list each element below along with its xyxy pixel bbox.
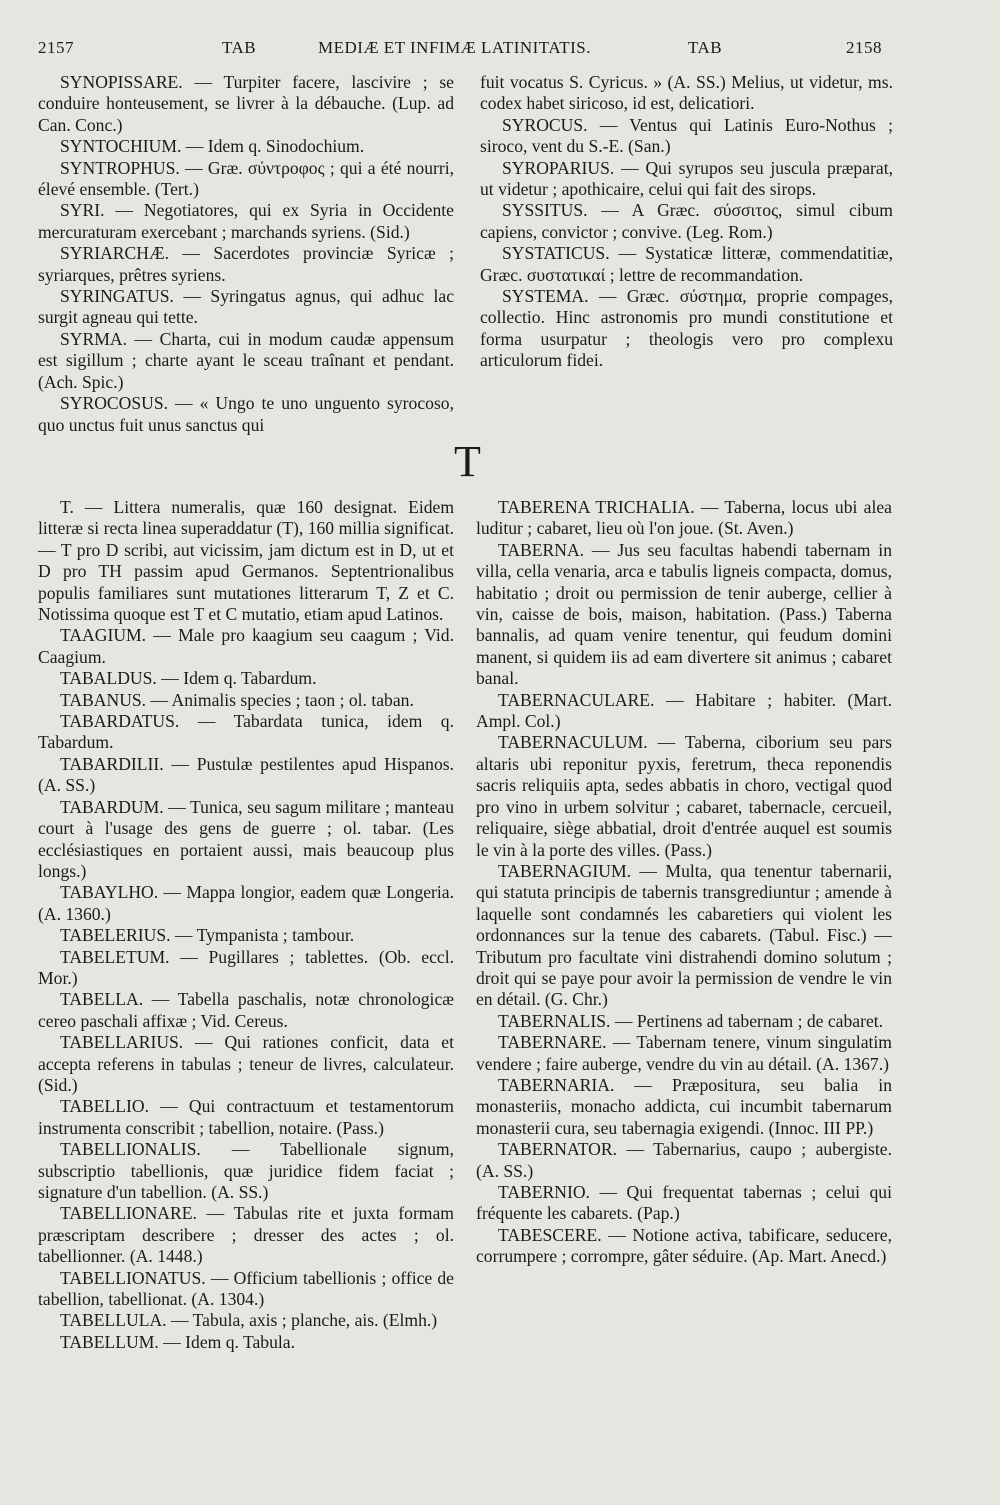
running-head-right: TAB — [688, 38, 723, 57]
entry: SYSTEMA. — Græc. σύστημα, proprie compages, collectio. Hinc astronomis pro mundi constitutione et forma usurpatur ; theologis vero pro complexu articulorum fidei. — [480, 286, 893, 371]
entry: fuit vocatus S. Cyricus. » (A. SS.) Melius, ut videtur, ms. codex habet siricoso, id est, delicatiori. — [480, 72, 893, 114]
entry: SYRIARCHÆ. — Sacerdotes provinciæ Syricæ ; syriarques, prêtres syriens. — [38, 243, 454, 285]
entry: TABELLA. — Tabella paschalis, notæ chronologicæ cereo paschali affixæ ; Vid. Cereus. — [38, 989, 454, 1031]
entry: SYSSITUS. — A Græc. σύσσιτος, simul cibum capiens, convictor ; convive. (Leg. Rom.) — [480, 200, 893, 242]
entry: TABALDUS. — Idem q. Tabardum. — [60, 668, 317, 689]
entry: TABARDILII. — Pustulæ pestilentes apud Hispanos. (A. SS.) — [38, 753, 454, 796]
page-number-right: 2158 — [846, 38, 882, 57]
entry: TAAGIUM. — Male pro kaagium seu caagum ; Vid. Caagium. — [38, 625, 454, 667]
column-bottom-left — [38, 497, 454, 1353]
entry: TABERNATOR. — Tabernarius, caupo ; aubergiste. (A. SS.) — [476, 1139, 892, 1181]
entry: TABELERIUS. — Tympanista ; tambour. — [60, 925, 355, 946]
entry: TABERNARE. — Tabernam tenere, vinum singulatim vendere ; faire auberge, vendre du vin au détail. (A. 1367.) — [476, 1032, 892, 1074]
entry: TABARDUM. — Tunica, seu sagum militare ; manteau court à l'usage des gens de guerre ; ol. tabar. (Les ecclésiastiques en portaient aussi, mais beaucoup plus longs.) — [38, 796, 454, 881]
entry: TABANUS. — Animalis species ; taon ; ol. taban. — [60, 689, 414, 710]
entry: TABELLARIUS. — Qui rationes conficit, data et accepta referens in tabulas ; teneur de livres, calculateur. (Sid.) — [38, 1032, 454, 1095]
entry: SYRINGATUS. — Syringatus agnus, qui adhuc lac surgit agneau qui tette. — [38, 286, 454, 328]
entry: TABERNACULARE. — Habitare ; habiter. (Mart. Ampl. Col.) — [476, 689, 892, 732]
column-bottom-right — [476, 497, 892, 1268]
entry: TABERNA. — Jus seu facultas habendi tabernam in villa, cella venaria, arca e tabulis ligneis compacta, domus, habitatio ; droit ou permission de tenir auberge, cellier à vin, caisse de bois, maison, habitation. (Pass.) Taberna bannalis, ad quam venire tenentur, qui feudum domini manent, si quidem iis ad eam divertere sit animus ; cabaret banal. — [476, 539, 892, 689]
entry: SYRMA. — Charta, cui in modum caudæ appensum est sigillum ; charte ayant le sceau traînant et pendant. (Ach. Spic.) — [38, 328, 454, 392]
column-top-left — [38, 72, 454, 436]
entry: TABELLIONALIS. — Tabellionale signum, subscriptio tabellionis, quæ juridice fidem faciat ; signature d'un tabellion. (A. SS.) — [38, 1139, 454, 1202]
entry: TABERNARIA. — Præpositura, seu balia in monasteriis, monacho addicta, cui incumbit tabernarum monasterii cura, seu tabernagia exigendi. (Innoc. III PP.) — [476, 1074, 892, 1138]
entry: TABARDATUS. — Tabardata tunica, idem q. Tabardum. — [38, 711, 454, 753]
entry: TABELLIO. — Qui contractuum et testamentorum instrumenta conscribit ; tabellion, notaire. (Pass.) — [38, 1096, 454, 1138]
entry: TABELLIONATUS. — Officium tabellionis ; office de tabellion, tabellionat. (A. 1304.) — [38, 1267, 454, 1310]
entry: TABERNIO. — Qui frequentat tabernas ; celui qui fréquente les cabarets. (Pap.) — [476, 1182, 892, 1224]
page-header — [0, 38, 1000, 64]
entry: TABESCERE. — Notione activa, tabificare, seducere, corrumpere ; corrompre, gâter séduire. (Ap. Mart. Anecd.) — [476, 1224, 892, 1267]
entry: SYNOPISSARE. — Turpiter facere, lascivire ; se conduire honteusement, se livrer à la débauche. (Lup. ad Can. Conc.) — [38, 72, 454, 135]
entry: TABERNAGIUM. — Multa, qua tenentur tabernarii, qui statuta principis de tabernis transgrediuntur ; amende à laquelle sont condamnés les cabaretiers qui violent les ordonnances sur la tenue des cabarets. (Tabul. Fisc.) — Tributum pro facultate vini distrahendi domino solutum ; droit qui se paye pour avoir la permission de vendre le vin en détail. (G. Chr.) — [476, 860, 892, 1010]
entry: SYROPARIUS. — Qui syrupos seu juscula præparat, ut videtur ; apothicaire, celui qui fait des sirops. — [480, 157, 893, 200]
entry: SYNTOCHIUM. — Idem q. Sinodochium. — [60, 136, 365, 157]
running-title: MEDIÆ ET INFIMÆ LATINITATIS. — [318, 38, 591, 57]
entry: SYNTROPHUS. — Græ. σύντροφος ; qui a été nourri, élevé ensemble. (Tert.) — [38, 157, 454, 200]
running-head-left: TAB — [222, 38, 257, 57]
entry: TABAYLHO. — Mappa longior, eadem quæ Longeria. (A. 1360.) — [38, 882, 454, 924]
section-letter: T — [454, 437, 481, 486]
entry: TABELLIONARE. — Tabulas rite et juxta formam præscriptam describere ; dresser des actes ; ol. tabellionner. (A. 1448.) — [38, 1203, 454, 1267]
column-top-right — [480, 72, 893, 372]
entry: SYRI. — Negotiatores, qui ex Syria in Occidente mercuraturam exercebant ; marchands syriens. (Sid.) — [38, 200, 454, 242]
entry: TABERNALIS. — Pertinens ad tabernam ; de cabaret. — [498, 1010, 884, 1031]
entry: SYROCUS. — Ventus qui Latinis Euro-Nothus ; siroco, vent du S.-E. (San.) — [480, 114, 893, 157]
entry: TABERNACULUM. — Taberna, ciborium seu pars altaris ubi reponitur pyxis, feretrum, theca reponendis sacris reliquiis apta, sedes abbatis in choro, vectigal quod pro vino in urbem solvitur ; cabaret, tabernacle, cercueil, reliquaire, siège abbatial, droit d'entrée auquel est soumis le vin à la porte des villes. (Pass.) — [476, 732, 892, 860]
page-number-left: 2157 — [38, 38, 74, 57]
entry: TABELETUM. — Pugillares ; tablettes. (Ob. eccl. Mor.) — [38, 946, 454, 988]
entry: T. — Littera numeralis, quæ 160 designat. Eidem litteræ si recta linea superaddatur (T), 160 millia significat. — T pro D scribi, aut vicissim, jam dictum est in D, ut et D pro TH passim apud Germanos. Septentrionalibus populis familiares sunt mutationes litterarum T, Z et C. Notissima quoque est T et C mutatio, etiam apud Latinos. — [38, 497, 454, 625]
entry: TABERENA TRICHALIA. — Taberna, locus ubi alea luditur ; cabaret, lieu où l'on joue. (St. Aven.) — [476, 497, 892, 539]
entry: SYSTATICUS. — Systaticæ litteræ, commendatitiæ, Græc. συστατικαί ; lettre de recommandation. — [480, 243, 893, 285]
entry: SYROCOSUS. — « Ungo te uno unguento syrocoso, quo unctus fuit unus sanctus qui — [38, 393, 454, 435]
entry: TABELLUM. — Idem q. Tabula. — [60, 1331, 295, 1352]
entry: TABELLULA. — Tabula, axis ; planche, ais. (Elmh.) — [60, 1310, 438, 1331]
